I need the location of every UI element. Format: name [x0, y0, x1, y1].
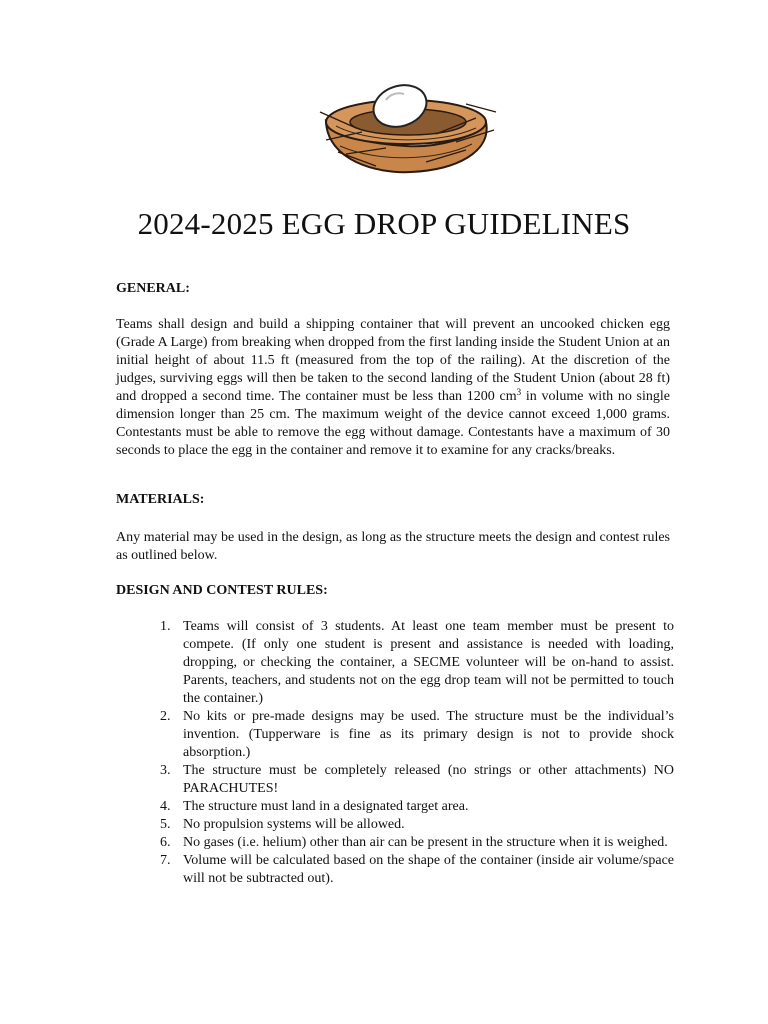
materials-paragraph: Any material may be used in the design, as long as the structure meets the design and contest rules as outlined below.	[116, 530, 670, 563]
general-text-part2: in volume with no single dimension longer than 25 cm. The maximum weight of the device cannot exceed 1,000 grams. Contestants must be able to remove the egg without damage. Contestants have a maximum of 30 seconds to place the egg in the container and remove it to examine for any cracks/breaks.	[116, 389, 670, 458]
list-item-number: 4.	[160, 799, 171, 814]
list-item-text: The structure must land in a designated target area.	[183, 799, 469, 814]
list-item	[160, 762, 674, 798]
list-item-number: 7.	[160, 853, 171, 868]
list-item-number: 5.	[160, 817, 171, 832]
list-item-text: No gases (i.e. helium) other than air can be present in the structure when it is weighed.	[183, 835, 668, 850]
general-text-part1: Teams shall design and build a shipping container that will prevent an uncooked chicken egg (Grade A Large) from breaking when dropped from the first landing inside the Student Union at an initial height of about 11.5 ft (measured from the top of the railing). At the discretion of the judges, surviving eggs will then be taken to the second landing of the Student Union (about 28 ft) and dropped a second time. The container must be less than 1200 cm	[116, 317, 670, 404]
list-item	[160, 798, 674, 816]
list-item	[160, 852, 674, 888]
list-item-number: 3.	[160, 763, 171, 778]
rules-list	[160, 618, 674, 888]
rules-heading	[116, 583, 670, 599]
general-paragraph	[116, 316, 670, 460]
list-item	[160, 816, 674, 834]
list-item-text: The structure must be completely released (no strings or other attachments) NO PARACHUTES!	[183, 763, 674, 796]
materials-heading	[116, 492, 670, 508]
list-item-text: No kits or pre-made designs may be used. The structure must be the individual’s invention. (Tupperware is fine as its primary design is not to provide shock absorption.)	[183, 709, 674, 760]
list-item-text: Teams will consist of 3 students. At least one team member must be present to compete. (If only one student is present and assistance is needed with loading, dropping, or checking the container, a SECME volunteer will be on-hand to assist. Parents, teachers, and students not on the egg drop team will not be permitted to touch the container.)	[183, 619, 674, 706]
list-item-number: 6.	[160, 835, 171, 850]
list-item-text: Volume will be calculated based on the shape of the container (inside air volume/space will not be subtracted out).	[183, 853, 674, 886]
list-item	[160, 708, 674, 762]
egg-nest-illustration	[316, 82, 498, 182]
cubic-superscript: 3	[516, 387, 522, 397]
page-title: 2024-2025 EGG DROP GUIDELINES	[137, 206, 631, 241]
list-item-text: No propulsion systems will be allowed.	[183, 817, 405, 832]
materials-heading-label: MATERIALS:	[116, 492, 205, 507]
list-item-number: 1.	[160, 619, 171, 634]
rules-heading-label: DESIGN AND CONTEST RULES:	[116, 583, 328, 598]
list-item	[160, 618, 674, 708]
general-heading	[116, 281, 670, 297]
list-item	[160, 834, 674, 852]
general-heading-label: GENERAL:	[116, 281, 190, 296]
list-item-number: 2.	[160, 709, 171, 724]
